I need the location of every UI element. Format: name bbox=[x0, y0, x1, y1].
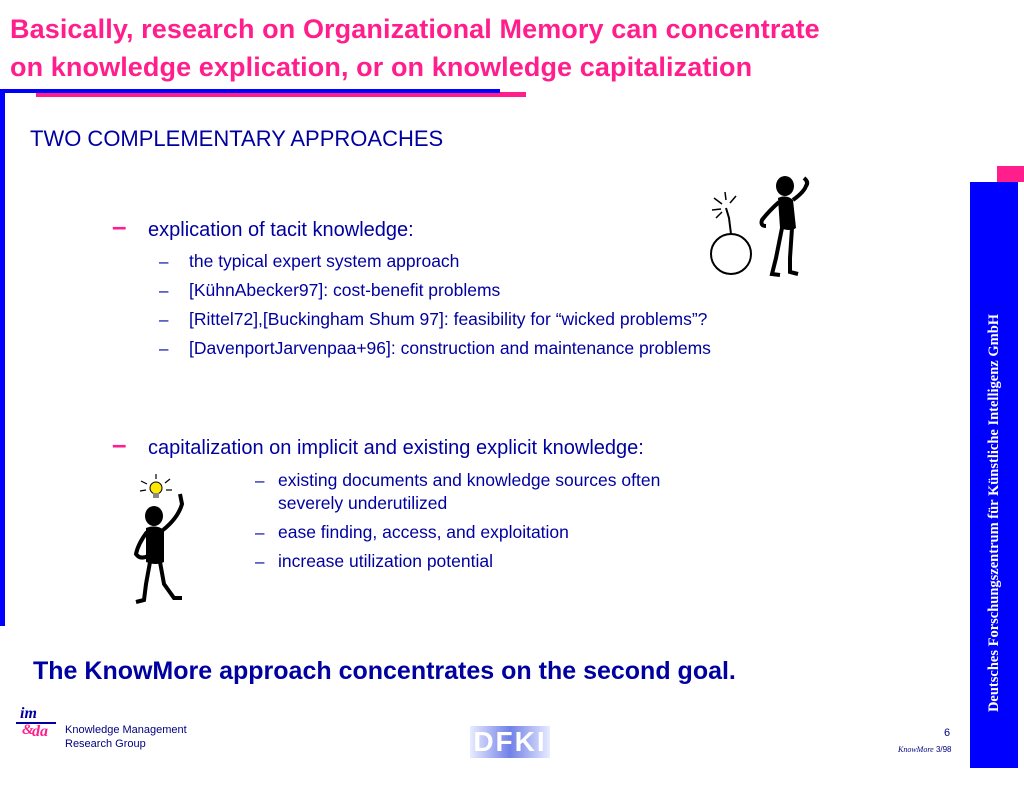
bullet-dash-2: – bbox=[112, 429, 127, 459]
group-line-1: Knowledge Management bbox=[65, 724, 187, 736]
logo-ampersand: & bbox=[22, 722, 34, 738]
sub-bullet-dash: – bbox=[159, 339, 169, 358]
title-underline-blue bbox=[0, 89, 500, 93]
sub-bullet-dash: – bbox=[255, 552, 265, 571]
sub-bullet-dash: – bbox=[159, 310, 169, 329]
logo-top-text: im bbox=[20, 705, 37, 722]
page-number: 6 bbox=[944, 727, 951, 739]
section2-item-1-line-1: existing documents and knowledge sources often bbox=[278, 470, 661, 490]
sidebar-gap bbox=[1018, 182, 1024, 768]
bomb-and-puzzled-man-illustration bbox=[700, 168, 818, 282]
section1-heading: explication of tacit knowledge: bbox=[148, 219, 414, 241]
sub-bullet-dash: – bbox=[255, 471, 265, 490]
section2-heading: capitalization on implicit and existing explicit knowledge: bbox=[148, 437, 644, 459]
section2-item-2: ease finding, access, and exploitation bbox=[278, 522, 569, 542]
sub-bullet-dash: – bbox=[159, 281, 169, 300]
research-group-label bbox=[65, 723, 187, 751]
section2-item-1-line-2: severely underutilized bbox=[278, 493, 448, 513]
section1-item-3: [Rittel72],[Buckingham Shum 97]: feasibility for “wicked problems”? bbox=[189, 309, 708, 329]
idea-lightbulb-man-illustration bbox=[130, 474, 196, 606]
section-subtitle: TWO COMPLEMENTARY APPROACHES bbox=[30, 126, 444, 151]
sidebar-vertical-text-wrap bbox=[706, 313, 1024, 713]
section1-item-2: [KühnAbecker97]: cost-benefit problems bbox=[189, 280, 501, 300]
sidebar-vertical-text: Deutsches Forschungszentrum für Künstliche Intelligenz GmbH bbox=[986, 313, 1002, 713]
bullet-dash-1: – bbox=[112, 211, 127, 241]
doc-tag-date: 3/98 bbox=[935, 745, 952, 754]
doc-tag-name: KnowMore bbox=[898, 745, 934, 754]
imda-logo bbox=[14, 705, 60, 747]
conclusion-statement: The KnowMore approach concentrates on the second goal. bbox=[33, 657, 736, 685]
slide-title-line-1: Basically, research on Organizational Memory can concentrate bbox=[10, 14, 820, 44]
logo-bottom-text: da bbox=[32, 723, 48, 740]
dfki-logo bbox=[470, 726, 550, 758]
section1-item-1: the typical expert system approach bbox=[189, 251, 460, 271]
left-vertical-bar bbox=[0, 93, 5, 626]
dfki-logo-text: DFKI bbox=[473, 726, 547, 757]
doc-tag bbox=[898, 745, 952, 754]
sub-bullet-dash: – bbox=[255, 523, 265, 542]
section2-item-3: increase utilization potential bbox=[278, 551, 493, 571]
group-line-2: Research Group bbox=[65, 738, 146, 750]
slide-title-line-2: on knowledge explication, or on knowledge capitalization bbox=[10, 52, 753, 82]
section1-item-4: [DavenportJarvenpaa+96]: construction and maintenance problems bbox=[189, 338, 711, 358]
sub-bullet-dash: – bbox=[159, 252, 169, 271]
